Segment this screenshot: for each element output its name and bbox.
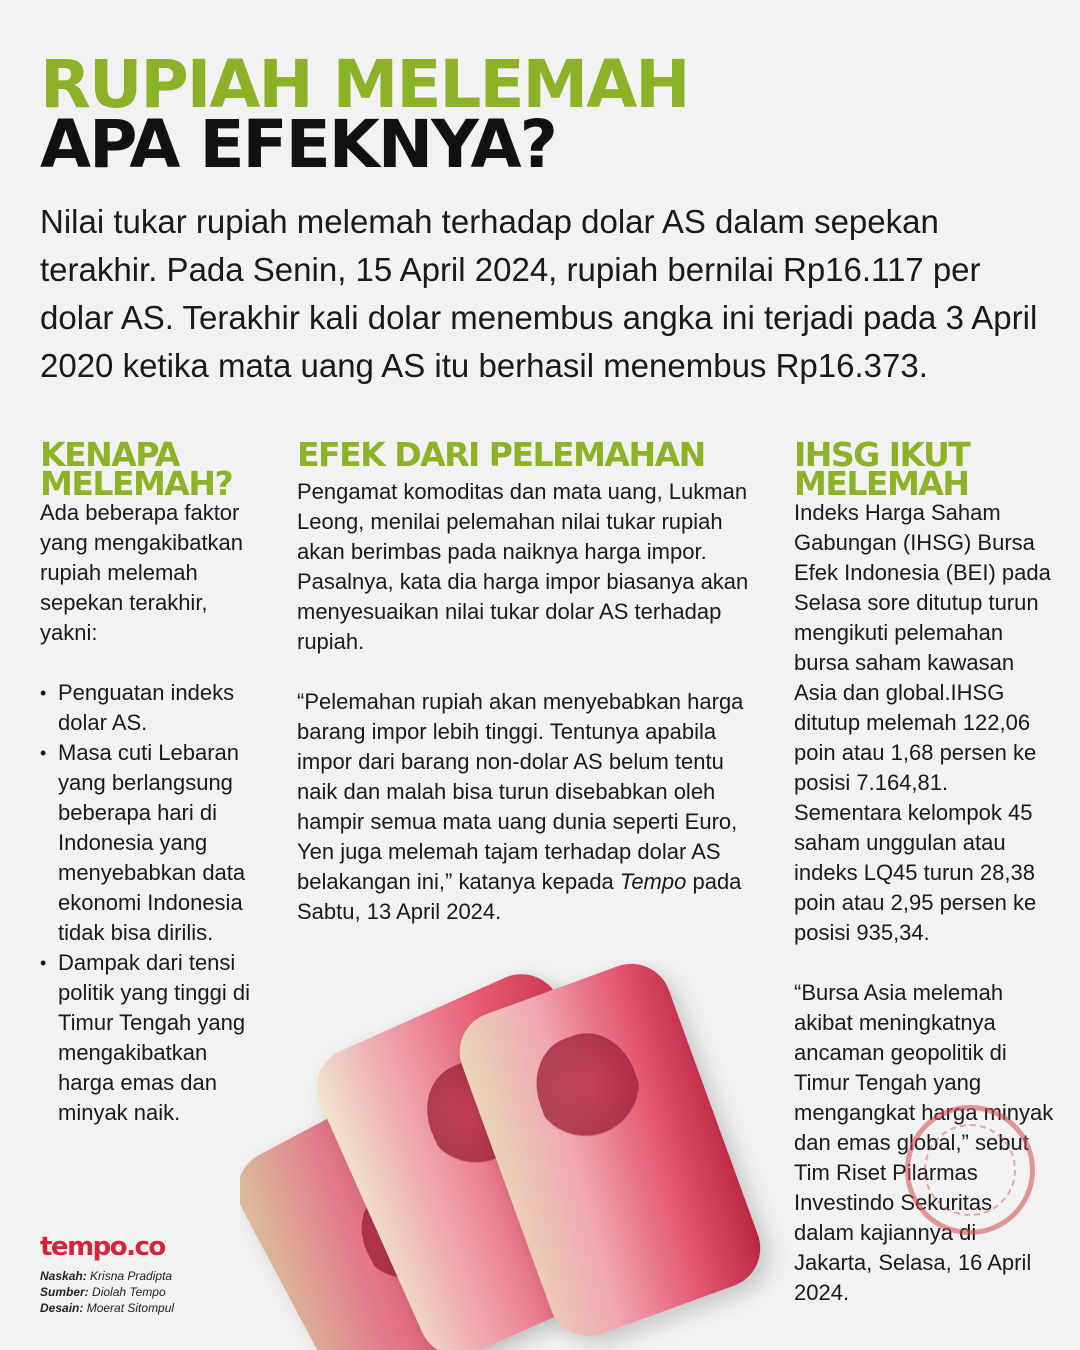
column-intro: Ada beberapa faktor yang mengakibatkan rupiah melemah sepekan terakhir, yakni: [40,500,244,645]
protection-stamp-watermark [905,1105,1035,1235]
factor-list [40,678,265,1128]
column-heading: IHSG IKUT MELEMAH [794,435,970,503]
column-quote: “Bursa Asia melemah akibat meningkatnya ancaman geopolitik di Timur Tengah yang mengangkat harga minyak dan emas global,” sebut Tim Riset Pilarmas Investindo Sekuritas dalam kajiannya di Jakarta, Selasa, 16 April 2024. [794,980,1054,1305]
title-line-2: APA EFEKNYA? [40,106,556,183]
list-item: • Dampak dari tensi politik yang tinggi di Timur Tengah yang mengakibatkan harga emas dan minyak naik. [40,948,265,1128]
title-line-1: RUPIAH MELEMAH [40,46,689,123]
column-heading: EFEK DARI PELEMAHAN [297,435,705,474]
quote-date: pada Sabtu, 13 April 2024. [297,869,742,924]
rupiah-banknote-rolls-image [240,960,800,1350]
column-heading: KENAPA MELEMAH? [40,435,233,503]
lead-paragraph: Nilai tukar rupiah melemah terhadap dolar AS dalam sepekan terakhir. Pada Senin, 15 April 2024, rupiah bernilai Rp16.117 per dolar AS. Terakhir kali dolar menembus angka ini terjadi pada 3 April 2020 ketika mata uang AS itu berhasil menembus Rp16.373. [40,203,1038,384]
column-paragraph: Indeks Harga Saham Gabungan (IHSG) Bursa Efek Indonesia (BEI) pada Selasa sore ditutup turun mengikuti pelemahan bursa saham kawasan Asia dan global.IHSG ditutup melemah 122,06 poin atau 1,68 persen ke posisi 7.164,81. Sementara kelompok 45 saham unggulan atau indeks LQ45 turun 28,38 poin atau 2,95 persen ke posisi 935,34. [794,500,1051,945]
quote-text: “Pelemahan rupiah akan menyebabkan harga barang impor lebih tinggi. Tentunya apabila impor dari barang non-dolar AS belum tentu naik dan malah bisa turun disebabkan oleh hampir semua mata uang dunia seperti Euro, Yen juga melemah tajam terhadap dolar AS belakangan ini,” katanya kepada [297,689,744,894]
list-item: • Masa cuti Lebaran yang berlangsung beberapa hari di Indonesia yang menyebabkan data ekonomi Indonesia tidak bisa dirilis. [40,738,265,948]
column-efek-pelemahan [297,435,767,927]
tempo-logo: tempo.co [40,1232,165,1262]
column-kenapa-melemah [40,435,265,1128]
quote-source: Tempo [619,869,687,894]
column-quote [297,687,767,927]
list-item: • Penguatan indeks dolar AS. [40,678,265,738]
credits: Naskah: Krisna Pradipta Sumber: Diolah Tempo Desain: Moerat Sitompul [40,1269,175,1315]
column-paragraph: Pengamat komoditas dan mata uang, Lukman Leong, menilai pelemahan nilai tukar rupiah akan berimbas pada naiknya harga impor. Pasalnya, kata dia harga impor biasanya akan menyesuaikan nilai tukar dolar AS terhadap rupiah. [297,479,749,654]
